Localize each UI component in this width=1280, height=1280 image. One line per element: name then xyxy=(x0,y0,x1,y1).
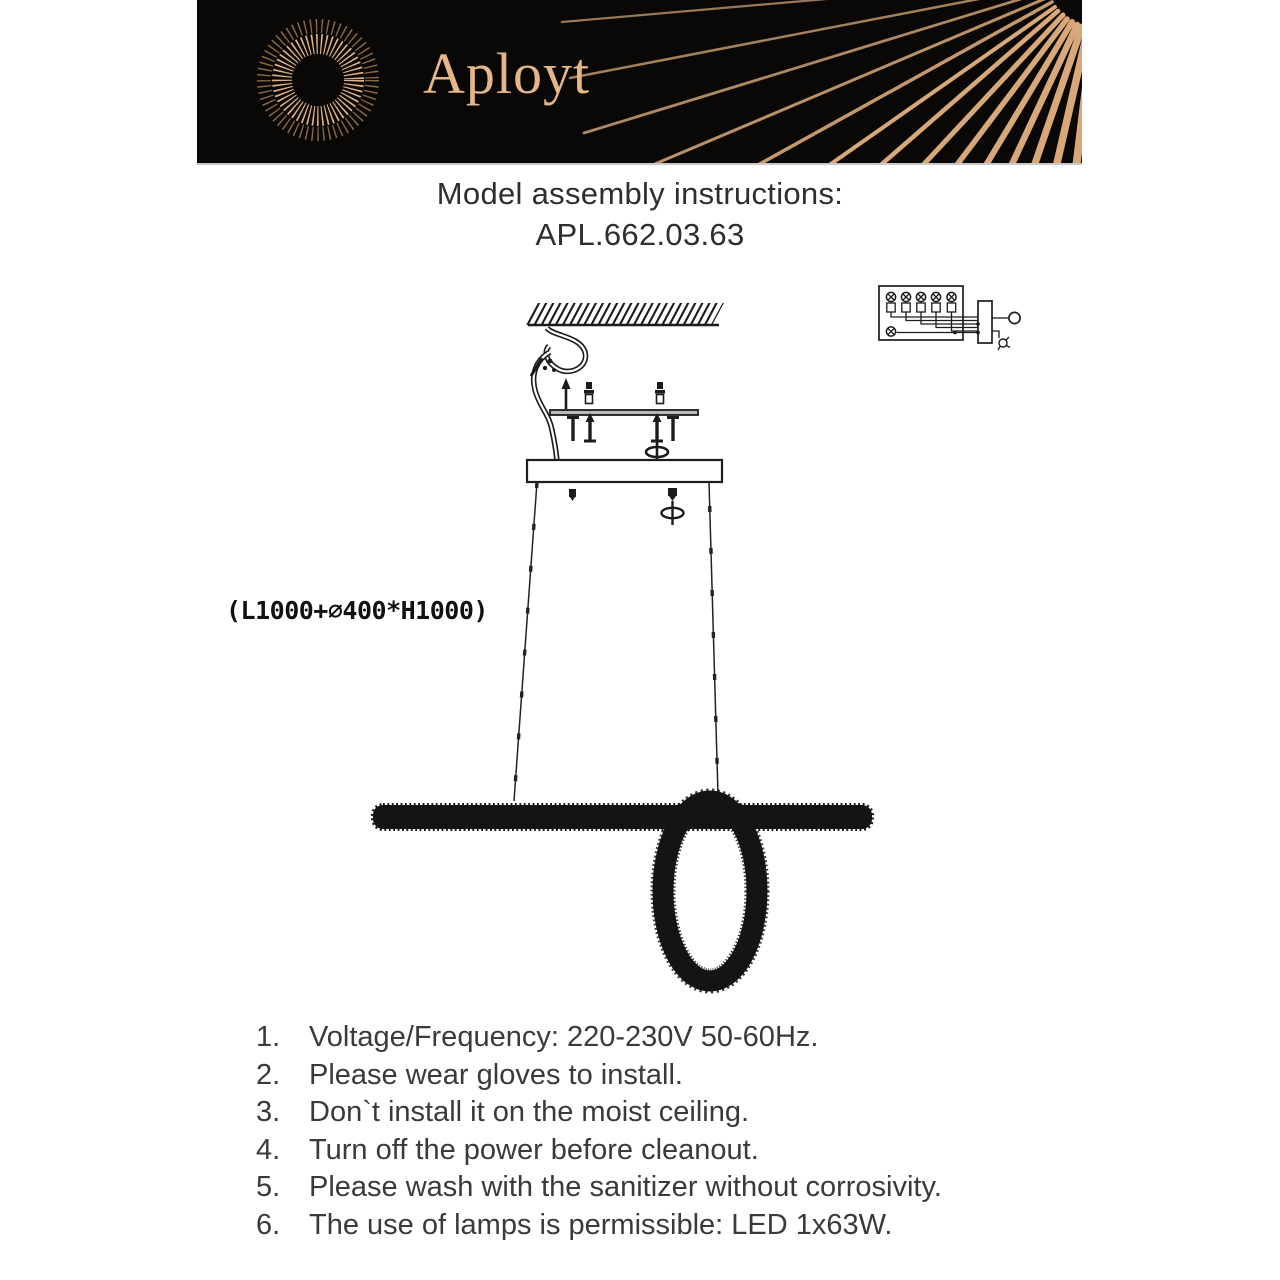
item-text: Don`t install it on the moist ceiling. xyxy=(309,1096,750,1128)
model-code: APL.662.03.63 xyxy=(535,217,745,252)
item-number: 3. xyxy=(256,1096,281,1128)
brand-wordmark: Aployt xyxy=(423,41,591,106)
item-number: 6. xyxy=(256,1208,281,1241)
anchor-icon xyxy=(655,382,665,404)
list-item xyxy=(256,1207,1116,1245)
list-item xyxy=(256,1057,1116,1095)
item-text: Turn off the power before cleanout. xyxy=(309,1133,759,1166)
item-text: Voltage/Frequency: 220-230V 50-60Hz. xyxy=(309,1021,819,1053)
terminal-icon xyxy=(886,292,895,312)
anchor-icon xyxy=(584,382,594,404)
terminal-icon xyxy=(947,292,956,312)
terminal-icon xyxy=(916,292,925,312)
list-item xyxy=(256,1132,1116,1170)
item-number: 5. xyxy=(256,1171,281,1203)
list-item xyxy=(256,1094,1116,1132)
item-text: Please wash with the sanitizer without corrosivity. xyxy=(309,1171,942,1203)
list-item xyxy=(256,1019,1116,1057)
dimensions-label: (L1000+⌀400*H1000) xyxy=(226,596,488,625)
terminal-icon xyxy=(931,292,940,312)
terminal-icon xyxy=(901,292,910,312)
screw-turn-icon xyxy=(662,501,684,525)
instructions-list xyxy=(256,1019,1116,1244)
terminal-icon xyxy=(886,327,895,336)
page-title: Model assembly instructions: xyxy=(436,176,844,211)
connector-icon xyxy=(998,337,1010,350)
suspension-wires xyxy=(514,482,718,801)
item-text: Please wear gloves to install. xyxy=(309,1058,683,1091)
item-number: 2. xyxy=(256,1058,281,1091)
lamp-symbol-icon xyxy=(1009,312,1020,323)
canopy xyxy=(527,460,722,525)
ceiling xyxy=(528,314,719,325)
mounting-bracket xyxy=(550,378,698,463)
item-number: 4. xyxy=(256,1133,281,1166)
item-number: 1. xyxy=(256,1021,281,1053)
power-wire-icon xyxy=(531,328,586,461)
lamp-bar xyxy=(373,805,872,829)
wiring-diagram xyxy=(879,286,1020,350)
item-text: The use of lamps is permissible: LED 1x63W. xyxy=(309,1208,893,1241)
list-item xyxy=(256,1169,1116,1207)
